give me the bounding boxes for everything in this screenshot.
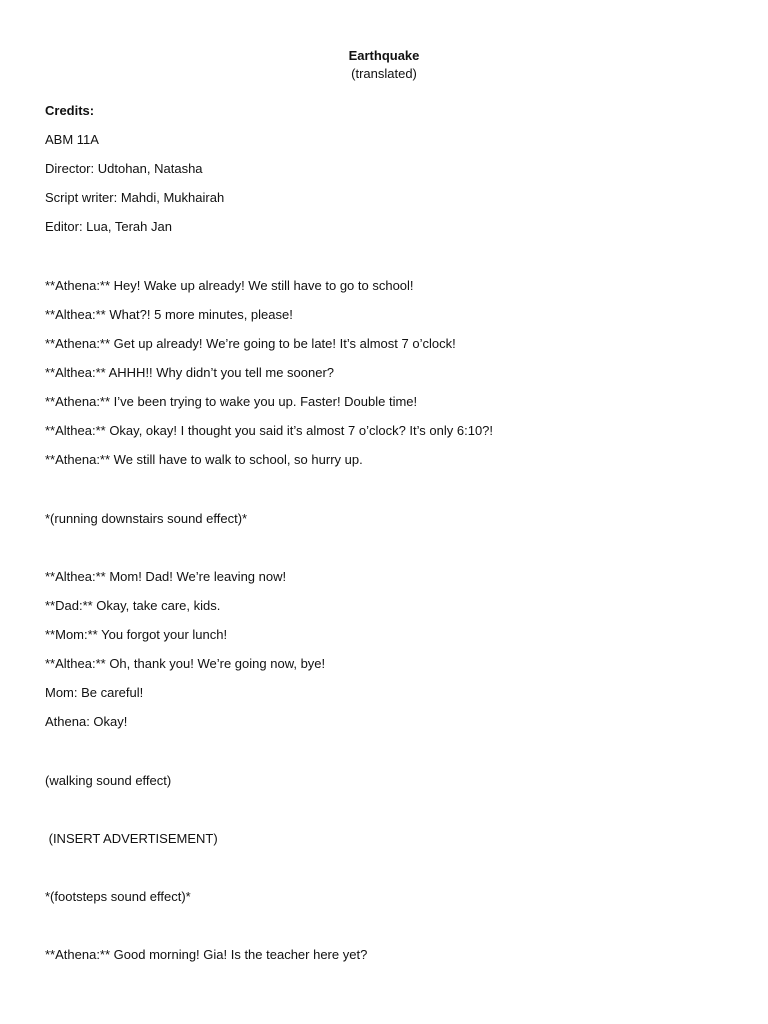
- credits-heading: Credits:: [45, 103, 95, 118]
- sound-effect-line: (walking sound effect): [45, 773, 172, 788]
- script-line: **Althea:** What?! 5 more minutes, please!: [45, 307, 293, 322]
- script-line: **Athena:** We still have to walk to school, so hurry up.: [45, 452, 363, 467]
- script-line: **Athena:** Good morning! Gia! Is the teacher here yet?: [45, 947, 368, 962]
- document-title: Earthquake: [348, 48, 420, 63]
- script-line: **Dad:** Okay, take care, kids.: [45, 598, 221, 613]
- document-subtitle: (translated): [351, 66, 417, 81]
- script-line: **Althea:** AHHH!! Why didn’t you tell me sooner?: [45, 365, 335, 380]
- advertisement-note: (INSERT ADVERTISEMENT): [45, 831, 218, 846]
- credits-line-editor: Editor: Lua, Terah Jan: [45, 219, 172, 234]
- title-block: [0, 46, 768, 83]
- script-line: **Athena:** I’ve been trying to wake you up. Faster! Double time!: [45, 394, 418, 409]
- credits-line-section: ABM 11A: [45, 132, 99, 147]
- script-line: **Althea:** Okay, okay! I thought you said it’s almost 7 o’clock? It’s only 6:10?!: [45, 423, 494, 438]
- credits-line-director: Director: Udtohan, Natasha: [45, 161, 203, 176]
- script-line: **Althea:** Mom! Dad! We’re leaving now!: [45, 569, 287, 584]
- script-line: **Althea:** Oh, thank you! We’re going now, bye!: [45, 656, 326, 671]
- script-line: Athena: Okay!: [45, 714, 128, 729]
- sound-effect-line: *(footsteps sound effect)*: [45, 889, 191, 904]
- script-line: **Athena:** Hey! Wake up already! We still have to go to school!: [45, 278, 414, 293]
- script-line: **Mom:** You forgot your lunch!: [45, 627, 228, 642]
- script-line: Mom: Be careful!: [45, 685, 144, 700]
- credits-line-script-writer: Script writer: Mahdi, Mukhairah: [45, 190, 225, 205]
- script-line: **Athena:** Get up already! We’re going to be late! It’s almost 7 o’clock!: [45, 336, 456, 351]
- sound-effect-line: *(running downstairs sound effect)*: [45, 511, 248, 526]
